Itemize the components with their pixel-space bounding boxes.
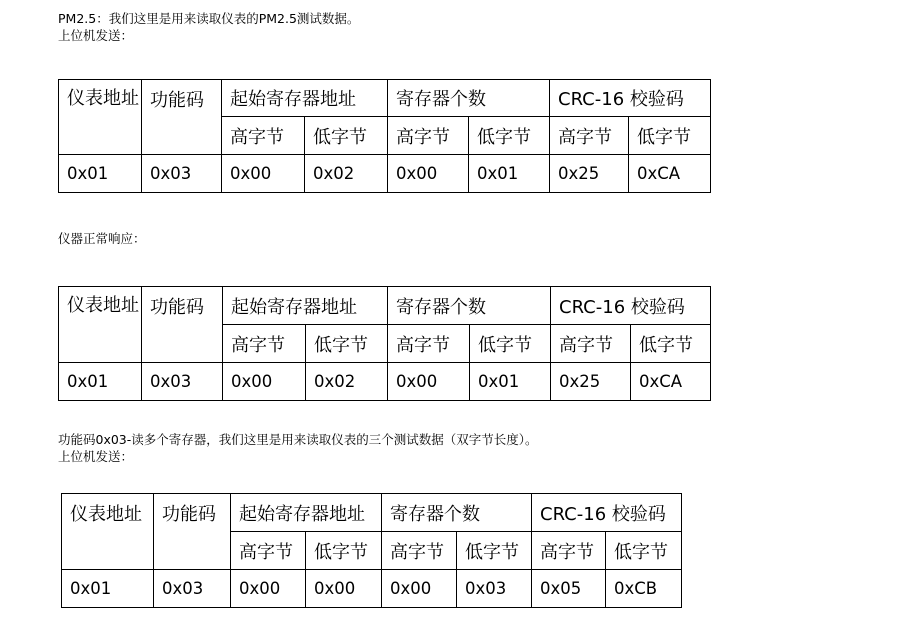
- header-start-register: 起始寄存器地址: [231, 494, 382, 532]
- header-address: 仪表地址: [59, 287, 142, 363]
- value-start-high: 0x00: [223, 363, 306, 401]
- header-crc: CRC-16 校验码: [532, 494, 682, 532]
- function-0x03-description: 功能码0x03-读多个寄存器，我们这里是用来读取仪表的三个测试数据（双字节长度）。: [58, 432, 538, 447]
- sub-header-high-byte: 高字节: [532, 532, 606, 570]
- sub-header-high-byte: 高字节: [222, 117, 305, 155]
- value-crc-low: 0xCB: [606, 570, 682, 608]
- value-address: 0x01: [62, 570, 154, 608]
- sub-header-low-byte: 低字节: [629, 117, 711, 155]
- sub-header-low-byte: 低字节: [469, 117, 550, 155]
- value-count-low: 0x01: [469, 155, 550, 193]
- value-count-high: 0x00: [388, 363, 470, 401]
- normal-response-label: 仪器正常响应：: [58, 231, 146, 246]
- value-count-low: 0x01: [470, 363, 551, 401]
- response-table: [58, 286, 711, 401]
- value-count-low: 0x03: [457, 570, 532, 608]
- sub-header-low-byte: 低字节: [306, 532, 382, 570]
- sub-header-high-byte: 高字节: [551, 325, 631, 363]
- header-start-register: 起始寄存器地址: [223, 287, 388, 325]
- value-count-high: 0x00: [382, 570, 457, 608]
- sub-header-low-byte: 低字节: [631, 325, 711, 363]
- header-register-count: 寄存器个数: [388, 80, 550, 117]
- header-register-count: 寄存器个数: [388, 287, 551, 325]
- sub-header-low-byte: 低字节: [606, 532, 682, 570]
- value-function-code: 0x03: [154, 570, 231, 608]
- request-table-1: [58, 79, 711, 193]
- header-function-code: 功能码: [142, 287, 223, 363]
- value-start-low: 0x00: [306, 570, 382, 608]
- header-address: 仪表地址: [59, 80, 142, 155]
- header-crc: CRC-16 校验码: [550, 80, 711, 117]
- value-function-code: 0x03: [142, 155, 222, 193]
- sub-header-low-byte: 低字节: [306, 325, 388, 363]
- value-function-code: 0x03: [142, 363, 223, 401]
- header-start-register: 起始寄存器地址: [222, 80, 388, 117]
- value-crc-low: 0xCA: [629, 155, 711, 193]
- header-crc: CRC-16 校验码: [551, 287, 711, 325]
- header-function-code: 功能码: [154, 494, 231, 570]
- value-crc-high: 0x25: [551, 363, 631, 401]
- sub-header-low-byte: 低字节: [457, 532, 532, 570]
- request-table-3: [61, 493, 682, 608]
- sub-header-high-byte: 高字节: [382, 532, 457, 570]
- sub-header-high-byte: 高字节: [388, 117, 469, 155]
- value-crc-low: 0xCA: [631, 363, 711, 401]
- sub-header-high-byte: 高字节: [231, 532, 306, 570]
- header-register-count: 寄存器个数: [382, 494, 532, 532]
- value-address: 0x01: [59, 155, 142, 193]
- value-start-low: 0x02: [306, 363, 388, 401]
- value-start-high: 0x00: [231, 570, 306, 608]
- sub-header-high-byte: 高字节: [550, 117, 629, 155]
- value-start-low: 0x02: [305, 155, 388, 193]
- value-crc-high: 0x25: [550, 155, 629, 193]
- header-function-code: 功能码: [142, 80, 222, 155]
- sub-header-high-byte: 高字节: [223, 325, 306, 363]
- value-start-high: 0x00: [222, 155, 305, 193]
- sub-header-low-byte: 低字节: [305, 117, 388, 155]
- sub-header-high-byte: 高字节: [388, 325, 470, 363]
- intro-pm25-text: PM2.5：我们这里是用来读取仪表的PM2.5测试数据。: [58, 11, 360, 26]
- sub-header-low-byte: 低字节: [470, 325, 551, 363]
- host-send-label: 上位机发送：: [58, 449, 134, 464]
- value-address: 0x01: [59, 363, 142, 401]
- value-crc-high: 0x05: [532, 570, 606, 608]
- header-address: 仪表地址: [62, 494, 154, 570]
- host-send-label: 上位机发送：: [58, 28, 134, 43]
- value-count-high: 0x00: [388, 155, 469, 193]
